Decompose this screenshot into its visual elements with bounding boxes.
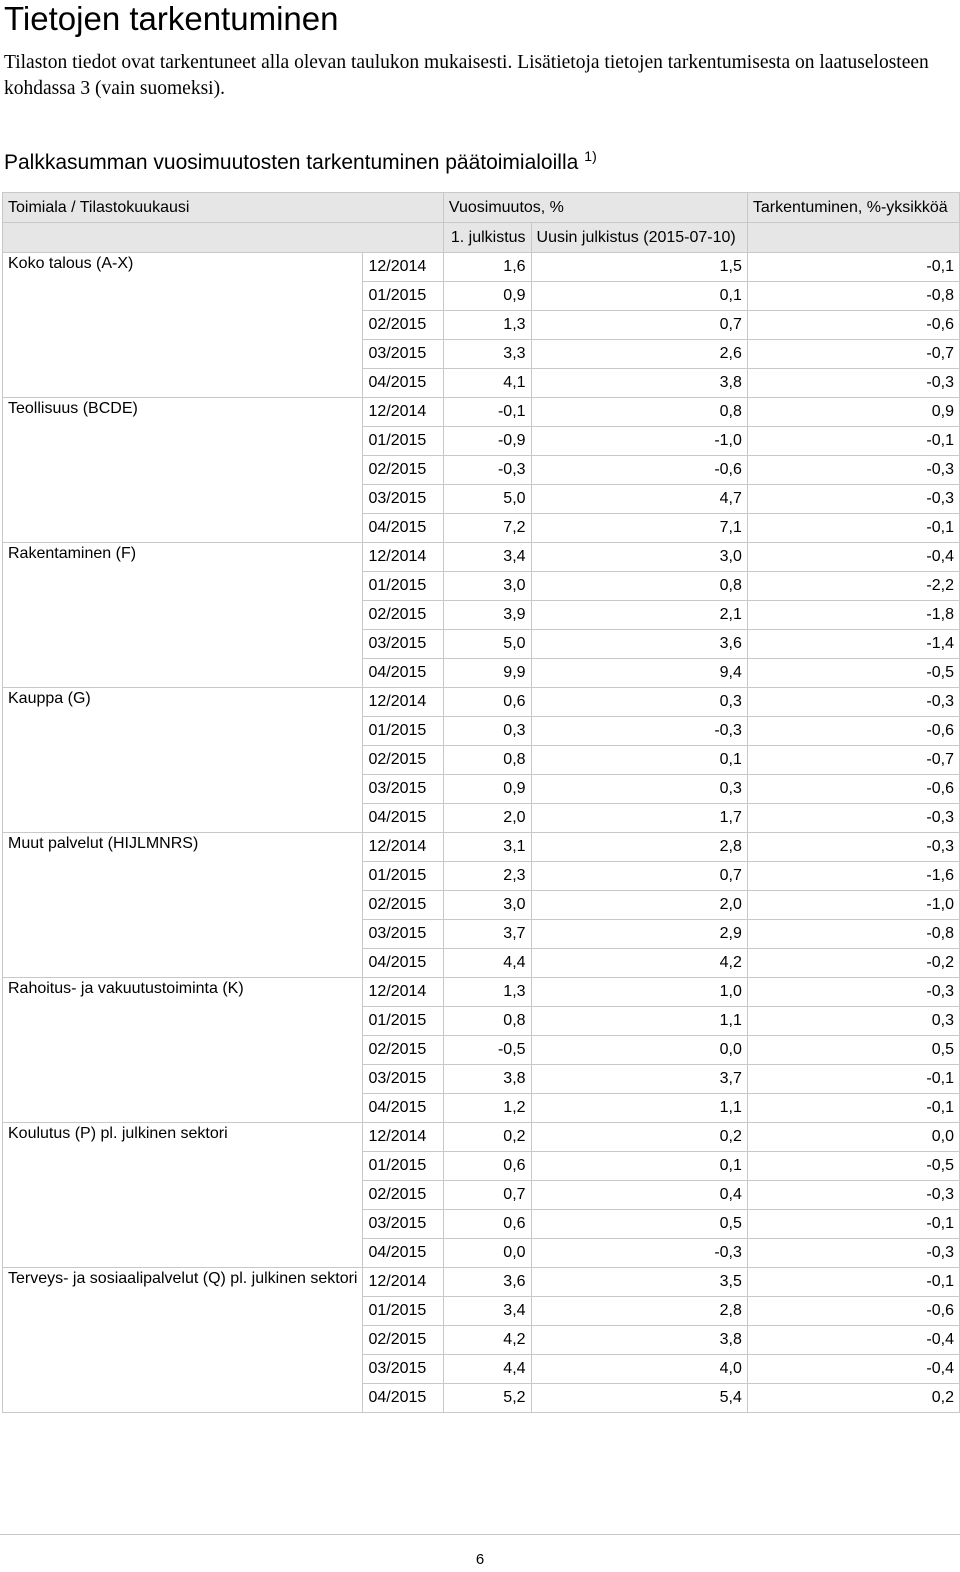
footnote-marker: 1) — [584, 148, 597, 164]
revision-value: -0,1 — [747, 1268, 959, 1297]
latest-release-value: 2,6 — [531, 340, 747, 369]
revision-value: -0,3 — [747, 804, 959, 833]
table-title — [4, 148, 597, 179]
latest-release-value: 0,8 — [531, 398, 747, 427]
first-release-value: 3,4 — [443, 543, 531, 572]
revision-value: -0,3 — [747, 456, 959, 485]
header-industry-period: Toimiala / Tilastokuukausi — [3, 193, 444, 223]
first-release-value: 9,9 — [443, 659, 531, 688]
period-cell: 03/2015 — [363, 1210, 443, 1239]
period-cell: 03/2015 — [363, 630, 443, 659]
first-release-value: 0,7 — [443, 1181, 531, 1210]
period-cell: 12/2014 — [363, 1123, 443, 1152]
revision-value: -0,3 — [747, 978, 959, 1007]
latest-release-value: 1,1 — [531, 1007, 747, 1036]
latest-release-value: 2,0 — [531, 891, 747, 920]
revision-value: -0,1 — [747, 1065, 959, 1094]
first-release-value: 0,6 — [443, 1210, 531, 1239]
revision-value: -0,4 — [747, 1326, 959, 1355]
latest-release-value: -0,6 — [531, 456, 747, 485]
latest-release-value: 1,1 — [531, 1094, 747, 1123]
first-release-value: 1,3 — [443, 978, 531, 1007]
period-cell: 04/2015 — [363, 659, 443, 688]
revision-value: -0,3 — [747, 688, 959, 717]
first-release-value: 3,1 — [443, 833, 531, 862]
period-cell: 12/2014 — [363, 253, 443, 282]
latest-release-value: 2,1 — [531, 601, 747, 630]
header-first-release: 1. julkistus — [443, 223, 531, 253]
period-cell: 03/2015 — [363, 1065, 443, 1094]
latest-release-value: 4,0 — [531, 1355, 747, 1384]
revision-value: -2,2 — [747, 572, 959, 601]
industry-label: Kauppa (G) — [3, 688, 363, 833]
revision-value: -0,7 — [747, 746, 959, 775]
revision-value: -0,4 — [747, 543, 959, 572]
first-release-value: -0,5 — [443, 1036, 531, 1065]
first-release-value: 2,3 — [443, 862, 531, 891]
revision-value: -0,5 — [747, 1152, 959, 1181]
revision-value: -0,3 — [747, 1181, 959, 1210]
period-cell: 03/2015 — [363, 775, 443, 804]
latest-release-value: 2,9 — [531, 920, 747, 949]
table-title-text: Palkkasumman vuosimuutosten tarkentuminen päätoimialoilla — [4, 151, 579, 174]
latest-release-value: 0,7 — [531, 862, 747, 891]
first-release-value: 0,2 — [443, 1123, 531, 1152]
revision-value: -0,5 — [747, 659, 959, 688]
revision-value: -1,4 — [747, 630, 959, 659]
latest-release-value: 0,3 — [531, 775, 747, 804]
revision-value: -0,3 — [747, 833, 959, 862]
period-cell: 01/2015 — [363, 282, 443, 311]
revision-value: -1,6 — [747, 862, 959, 891]
table-row — [3, 253, 960, 282]
period-cell: 04/2015 — [363, 369, 443, 398]
latest-release-value: -1,0 — [531, 427, 747, 456]
period-cell: 04/2015 — [363, 1239, 443, 1268]
period-cell: 01/2015 — [363, 427, 443, 456]
header-row-1 — [3, 193, 960, 223]
industry-label: Terveys- ja sosiaalipalvelut (Q) pl. julkinen sektori — [3, 1268, 363, 1413]
footer-divider — [0, 1534, 960, 1535]
first-release-value: 1,2 — [443, 1094, 531, 1123]
latest-release-value: 1,0 — [531, 978, 747, 1007]
first-release-value: 0,0 — [443, 1239, 531, 1268]
period-cell: 12/2014 — [363, 543, 443, 572]
latest-release-value: 0,8 — [531, 572, 747, 601]
period-cell: 02/2015 — [363, 746, 443, 775]
latest-release-value: 0,4 — [531, 1181, 747, 1210]
period-cell: 01/2015 — [363, 1152, 443, 1181]
first-release-value: 4,4 — [443, 949, 531, 978]
revision-value: -0,1 — [747, 427, 959, 456]
latest-release-value: 0,1 — [531, 1152, 747, 1181]
latest-release-value: 0,1 — [531, 746, 747, 775]
header-empty-revision — [747, 223, 959, 253]
period-cell: 01/2015 — [363, 572, 443, 601]
period-cell: 03/2015 — [363, 340, 443, 369]
revision-value: -1,8 — [747, 601, 959, 630]
revision-value: -0,3 — [747, 1239, 959, 1268]
revision-value: -0,1 — [747, 1094, 959, 1123]
first-release-value: 5,2 — [443, 1384, 531, 1413]
period-cell: 12/2014 — [363, 688, 443, 717]
revision-value: -0,1 — [747, 1210, 959, 1239]
first-release-value: 3,4 — [443, 1297, 531, 1326]
latest-release-value: 0,1 — [531, 282, 747, 311]
period-cell: 04/2015 — [363, 514, 443, 543]
first-release-value: 3,3 — [443, 340, 531, 369]
first-release-value: 0,9 — [443, 775, 531, 804]
period-cell: 02/2015 — [363, 1326, 443, 1355]
first-release-value: 3,0 — [443, 891, 531, 920]
revision-value: -0,1 — [747, 253, 959, 282]
table-row — [3, 978, 960, 1007]
first-release-value: 1,6 — [443, 253, 531, 282]
period-cell: 04/2015 — [363, 1384, 443, 1413]
period-cell: 12/2014 — [363, 978, 443, 1007]
first-release-value: 5,0 — [443, 485, 531, 514]
revision-value: 0,5 — [747, 1036, 959, 1065]
first-release-value: 2,0 — [443, 804, 531, 833]
latest-release-value: 0,2 — [531, 1123, 747, 1152]
industry-label: Rakentaminen (F) — [3, 543, 363, 688]
revision-value: 0,3 — [747, 1007, 959, 1036]
first-release-value: -0,1 — [443, 398, 531, 427]
first-release-value: 4,4 — [443, 1355, 531, 1384]
first-release-value: -0,3 — [443, 456, 531, 485]
table-body — [3, 253, 960, 1413]
first-release-value: 3,0 — [443, 572, 531, 601]
first-release-value: 3,6 — [443, 1268, 531, 1297]
header-annual-change: Vuosimuutos, % — [443, 193, 747, 223]
period-cell: 03/2015 — [363, 1355, 443, 1384]
revision-table — [2, 192, 960, 1413]
period-cell: 04/2015 — [363, 1094, 443, 1123]
first-release-value: 5,0 — [443, 630, 531, 659]
first-release-value: 4,2 — [443, 1326, 531, 1355]
latest-release-value: 3,6 — [531, 630, 747, 659]
period-cell: 02/2015 — [363, 891, 443, 920]
revision-value: -0,8 — [747, 282, 959, 311]
period-cell: 04/2015 — [363, 949, 443, 978]
latest-release-value: 1,5 — [531, 253, 747, 282]
revision-value: -0,1 — [747, 514, 959, 543]
header-latest-release: Uusin julkistus (2015-07-10) — [531, 223, 747, 253]
first-release-value: 4,1 — [443, 369, 531, 398]
first-release-value: 1,3 — [443, 311, 531, 340]
first-release-value: 0,6 — [443, 688, 531, 717]
first-release-value: 0,3 — [443, 717, 531, 746]
period-cell: 02/2015 — [363, 1181, 443, 1210]
first-release-value: -0,9 — [443, 427, 531, 456]
latest-release-value: 2,8 — [531, 1297, 747, 1326]
latest-release-value: 3,8 — [531, 1326, 747, 1355]
revision-value: -1,0 — [747, 891, 959, 920]
industry-label: Koulutus (P) pl. julkinen sektori — [3, 1123, 363, 1268]
first-release-value: 0,6 — [443, 1152, 531, 1181]
period-cell: 02/2015 — [363, 456, 443, 485]
industry-label: Teollisuus (BCDE) — [3, 398, 363, 543]
intro-text: Tilaston tiedot ovat tarkentuneet alla olevan taulukon mukaisesti. Lisätietoja tietojen tarkentumisesta on laatuselosteen kohdassa 3 (vain suomeksi). — [4, 52, 929, 99]
header-revision: Tarkentuminen, %-yksikköä — [747, 193, 959, 223]
revision-value: -0,6 — [747, 1297, 959, 1326]
page-title: Tietojen tarkentuminen — [4, 0, 339, 37]
revision-value: -0,6 — [747, 311, 959, 340]
revision-value: -0,8 — [747, 920, 959, 949]
first-release-value: 0,8 — [443, 746, 531, 775]
latest-release-value: 5,4 — [531, 1384, 747, 1413]
header-row-2 — [3, 223, 960, 253]
period-cell: 02/2015 — [363, 1036, 443, 1065]
latest-release-value: -0,3 — [531, 717, 747, 746]
period-cell: 02/2015 — [363, 311, 443, 340]
industry-label: Koko talous (A-X) — [3, 253, 363, 398]
period-cell: 01/2015 — [363, 862, 443, 891]
table-row — [3, 688, 960, 717]
latest-release-value: 3,8 — [531, 369, 747, 398]
header-empty — [3, 223, 444, 253]
period-cell: 03/2015 — [363, 920, 443, 949]
table-header — [3, 193, 960, 253]
latest-release-value: 3,0 — [531, 543, 747, 572]
revision-value: -0,3 — [747, 485, 959, 514]
revision-value: -0,4 — [747, 1355, 959, 1384]
period-cell: 01/2015 — [363, 717, 443, 746]
first-release-value: 3,9 — [443, 601, 531, 630]
period-cell: 12/2014 — [363, 1268, 443, 1297]
latest-release-value: 0,3 — [531, 688, 747, 717]
revision-value: 0,2 — [747, 1384, 959, 1413]
period-cell: 12/2014 — [363, 398, 443, 427]
revision-value: -0,6 — [747, 775, 959, 804]
latest-release-value: 3,5 — [531, 1268, 747, 1297]
table-row — [3, 833, 960, 862]
revision-value: 0,0 — [747, 1123, 959, 1152]
industry-label: Rahoitus- ja vakuutustoiminta (K) — [3, 978, 363, 1123]
latest-release-value: 4,7 — [531, 485, 747, 514]
period-cell: 04/2015 — [363, 804, 443, 833]
period-cell: 03/2015 — [363, 485, 443, 514]
table-row — [3, 1268, 960, 1297]
latest-release-value: 0,0 — [531, 1036, 747, 1065]
latest-release-value: 4,2 — [531, 949, 747, 978]
page-number: 6 — [475, 1551, 485, 1568]
table-row — [3, 543, 960, 572]
period-cell: 02/2015 — [363, 601, 443, 630]
latest-release-value: 1,7 — [531, 804, 747, 833]
latest-release-value: -0,3 — [531, 1239, 747, 1268]
first-release-value: 0,8 — [443, 1007, 531, 1036]
latest-release-value: 7,1 — [531, 514, 747, 543]
first-release-value: 7,2 — [443, 514, 531, 543]
revision-value: 0,9 — [747, 398, 959, 427]
latest-release-value: 2,8 — [531, 833, 747, 862]
period-cell: 01/2015 — [363, 1297, 443, 1326]
latest-release-value: 0,7 — [531, 311, 747, 340]
revision-value: -0,3 — [747, 369, 959, 398]
revision-value: -0,2 — [747, 949, 959, 978]
latest-release-value: 0,5 — [531, 1210, 747, 1239]
first-release-value: 3,8 — [443, 1065, 531, 1094]
industry-label: Muut palvelut (HIJLMNRS) — [3, 833, 363, 978]
table-row — [3, 1123, 960, 1152]
period-cell: 12/2014 — [363, 833, 443, 862]
first-release-value: 0,9 — [443, 282, 531, 311]
revision-value: -0,6 — [747, 717, 959, 746]
first-release-value: 3,7 — [443, 920, 531, 949]
revision-value: -0,7 — [747, 340, 959, 369]
table-row — [3, 398, 960, 427]
latest-release-value: 9,4 — [531, 659, 747, 688]
period-cell: 01/2015 — [363, 1007, 443, 1036]
latest-release-value: 3,7 — [531, 1065, 747, 1094]
